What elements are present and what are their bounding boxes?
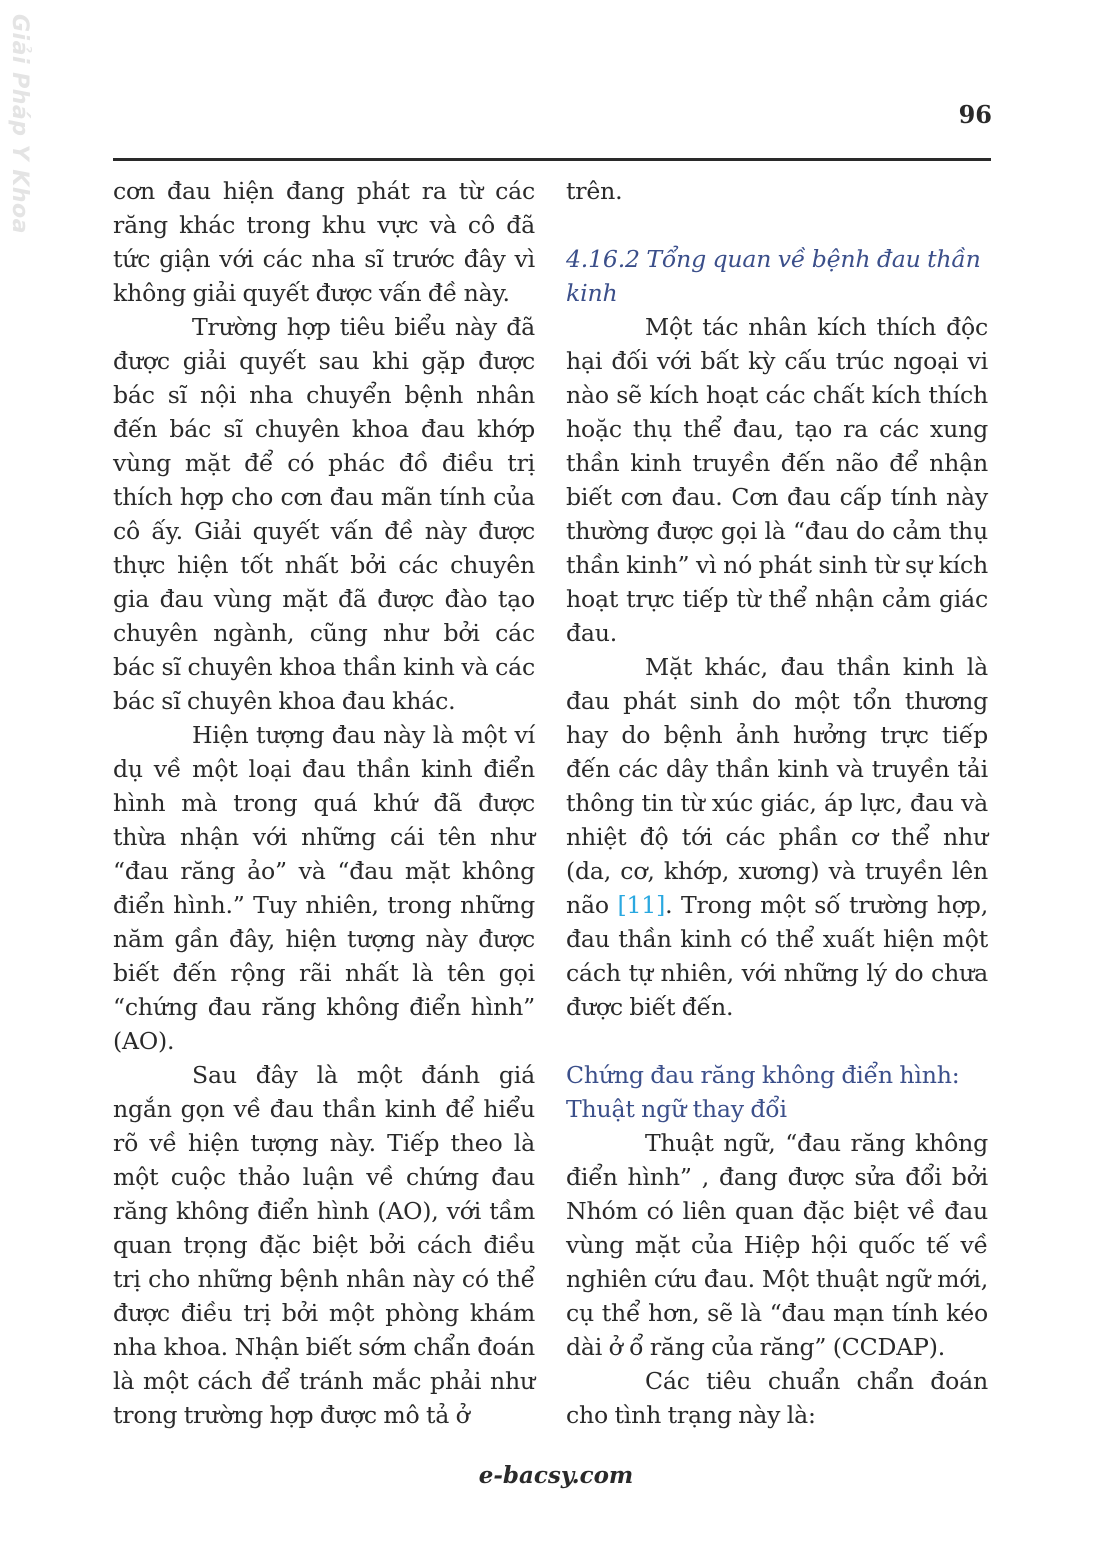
left-paragraph-1: cơn đau hiện đang phát ra từ các răng khác trong khu vực và cô đã tức giận với các nha sĩ trước đây vì không giải quyết được vấn đề này. [113,177,535,307]
right-paragraph-3-text-after: . Trong một số trường hợp, đau thần kinh có thể xuất hiện một cách tự nhiên, với những lý do chưa được biết đến. [566,891,988,1021]
left-paragraph-2: Trường hợp tiêu biểu này đã được giải quyết sau khi gặp được bác sĩ nội nha chuyển bệnh nhân đến bác sĩ chuyên khoa đau khớp vùng mặt để có phác đồ điều trị thích hợp cho cơn đau mãn tính của cô ấy. Giải quyết vấn đề này được thực hiện tốt nhất bởi các chuyên gia đau vùng mặt đã được đào tạo chuyên ngành, cũng như bởi các bác sĩ chuyên khoa thần kinh và các bác sĩ chuyên khoa đau khác. [113,313,535,715]
left-paragraph-3: Hiện tượng đau này là một ví dụ về một loại đau thần kinh điển hình mà trong quá khứ đã được thừa nhận với những cái tên như “đau răng ảo” và “đau mặt không điển hình.” Tuy nhiên, trong những năm gần đây, hiện tượng này được biết đến rộng rãi nhất là tên gọi “chứng đau răng không điển hình” (AO). [113,721,535,1055]
footer-website: e-bacsy.com [478,1462,634,1489]
right-paragraph-1: trên. [566,177,623,205]
right-paragraph-3 [566,650,988,1024]
side-watermark-label: Giải Pháp Y Khoa [7,14,32,234]
section-heading-atypical-odontalgia: Chứng đau răng không điển hình: Thuật ngữ thay đổi [566,1061,960,1123]
section-heading-neuropathic-overview: 4.16.2 Tổng quan về bệnh đau thần kinh [566,245,981,307]
right-paragraph-5: Các tiêu chuẩn chẩn đoán cho tình trạng này là: [566,1367,988,1429]
right-paragraph-4: Thuật ngữ, “đau răng không điển hình” , đang được sửa đổi bởi Nhóm có liên quan đặc biệt về đau vùng mặt của Hiệp hội quốc tế về nghiên cứu đau. Một thuật ngữ mới, cụ thể hơn, sẽ là “đau mạn tính kéo dài ở ổ răng của răng” (CCDAP). [566,1129,988,1361]
spacer [566,1024,988,1058]
right-paragraph-2: Một tác nhân kích thích độc hại đối với bất kỳ cấu trúc ngoại vi nào sẽ kích hoạt các chất kích thích hoặc thụ thể đau, tạo ra các xung thần kinh truyền đến não để nhận biết cơn đau. Cơn đau cấp tính này thường được gọi là “đau do cảm thụ thần kinh” vì nó phát sinh từ sự kích hoạt trực tiếp từ thể nhận cảm giác đau. [566,313,988,647]
header-divider [113,158,991,161]
left-paragraph-4: Sau đây là một đánh giá ngắn gọn về đau thần kinh để hiểu rõ về hiện tượng này. Tiếp theo là một cuộc thảo luận về chứng đau răng không điển hình (AO), với tầm quan trọng đặc biệt bởi cách điều trị cho những bệnh nhân này có thể được điều trị bởi một phòng khám nha khoa. Nhận biết sớm chẩn đoán là một cách để tránh mắc phải như trong trường hợp được mô tả ở [113,1061,535,1429]
citation-link[interactable]: [11] [617,891,666,919]
spacer [566,208,988,242]
left-column [113,174,535,1432]
right-column [566,174,988,1432]
right-paragraph-3-text: Mặt khác, đau thần kinh là đau phát sinh do một tổn thương hay do bệnh ảnh hưởng trực tiếp đến các dây thần kinh và truyền tải thông tin từ xúc giác, áp lực, đau và nhiệt độ tới các phần cơ thể như (da, cơ, khớp, xương) và truyền lên não [566,653,988,919]
page-number: 96 [958,100,992,129]
